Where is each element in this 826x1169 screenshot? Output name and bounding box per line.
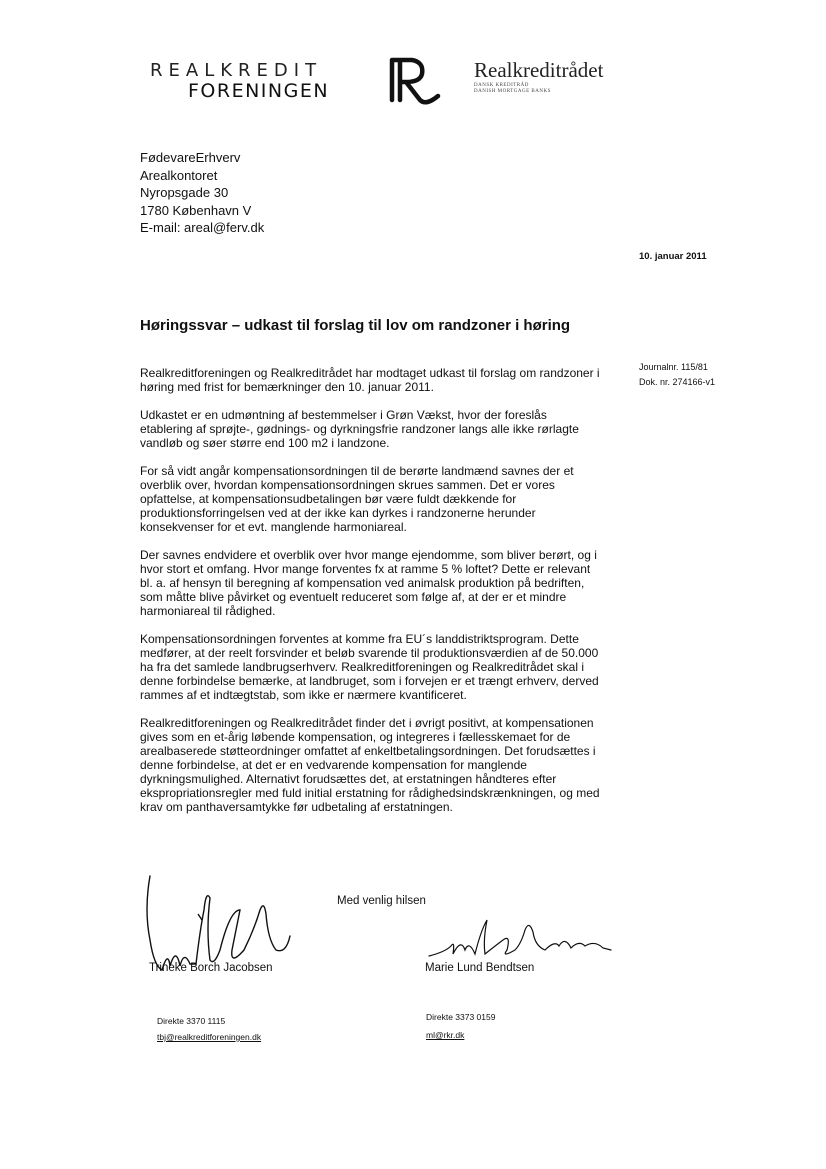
- document-number: Dok. nr. 274166-v1: [639, 377, 716, 387]
- signature-2: [425, 910, 625, 970]
- recipient-address: [140, 149, 264, 237]
- logo-subtitle-1: DANSK KREDITRÅD: [474, 83, 529, 88]
- address-line: 1780 København V: [140, 202, 252, 218]
- address-line: Nyropsgade 30: [140, 185, 229, 200]
- journal-number: Journalnr. 115/81: [639, 362, 708, 372]
- letter-body: [140, 366, 602, 828]
- closing-phrase: Med venlig hilsen: [337, 895, 426, 907]
- address-line: Arealkontoret: [140, 167, 218, 183]
- logo-name: Realkreditrådet: [474, 58, 604, 82]
- signatory-email-2[interactable]: ml@rkr.dk: [426, 1030, 465, 1040]
- logo-mark: REALKREDIT: [150, 60, 323, 81]
- letter-date: 10. januar 2011: [639, 251, 707, 262]
- logo-name: FORENINGEN: [188, 80, 330, 102]
- paragraph: Realkreditforeningen og Realkreditrådet har modtaget udkast til forslag om randzoner i høring med frist for bemærkninger den 10. januar 2011.: [140, 366, 600, 394]
- signatory-name-1: Trineke Borch Jacobsen: [149, 962, 273, 974]
- signatory-phone-2: Direkte 3373 0159: [426, 1012, 496, 1022]
- paragraph: For så vidt angår kompensationsordningen til de berørte landmænd savnes der et overblik over, hvordan kompensationsordningen skrues sammen. Det er vores opfattelse, at kompensationsudbetalingen bør være fuldt dækkende for produktionsforringelsen ved at der ikke kan dyrkes i randzonerne herunder konsekvenser for et evt. manglende harmoniareal.: [140, 464, 574, 534]
- signatory-name-2: Marie Lund Bendtsen: [425, 962, 535, 974]
- paragraph: Kompensationsordningen forventes at komme fra EU´s landdistriktsprogram. Dette medfører, at der reelt forsvinder et beløb svarende til produktionsværdien af de 50.000 ha fra det samlede landbrugserhverv. Realkreditforeningen og Realkreditrådet skal i denne forbindelse bemærke, at landbruget, som i forvejen er et trængt erhverv, derved rammes af et indtægtstab, som ikke er nærmere kvantificeret.: [140, 632, 599, 702]
- signatory-email-1[interactable]: tbj@realkreditforeningen.dk: [157, 1032, 262, 1042]
- realkreditraadet-logo: [474, 58, 634, 98]
- paragraph: Der savnes endvidere et overblik over hvor mange ejendomme, som bliver berørt, og i hvor stort et omfang. Hvor mange forventes fx at ramme 5 % loftet? Dette er relevant bl. a. af hensyn til beregning af kompensation ved animalsk produktion på bedriften, som måtte blive påvirket og eventuelt reduceret som følge af, at der er et mindre harmoniareal til rådighed.: [140, 548, 597, 618]
- letter-title: Høringssvar – udkast til forslag til lov om randzoner i høring: [140, 317, 571, 334]
- paragraph: Udkastet er en udmøntning af bestemmelser i Grøn Vækst, hvor der foreslås etablering af sprøjte-, gødnings- og dyrkningsfrie randzoner langs alle ikke rørlagte vandløb og søer større end 100 m2 i landzone.: [140, 408, 579, 450]
- address-line: E-mail: areal@ferv.dk: [140, 220, 265, 235]
- signatory-phone-1: Direkte 3370 1115: [157, 1016, 226, 1026]
- realkreditraadet-r-logo: [388, 56, 442, 106]
- realkreditforeningen-logo: [150, 60, 330, 105]
- address-line: FødevareErhverv: [140, 150, 241, 165]
- logo-subtitle-2: DANISH MORTGAGE BANKS: [474, 89, 551, 94]
- paragraph: Realkreditforeningen og Realkreditrådet finder det i øvrigt positivt, at kompensationen gives som en et-årig løbende kompensation, og integreres i fællesskemaet for de arealbaserede støtteordninger omfattet af enkeltbetalingsordningen. Det forudsættes i denne forbindelse, at det er en vedvarende kompensation for manglende dyrkningsmulighed. Alternativt forudsættes det, at erstatningen håndteres efter ekspropriationsregler med fuld initial erstatning for rådighedsindskrænkningen, og med krav om panthaversamtykke før udbetaling af erstatningen.: [140, 716, 600, 814]
